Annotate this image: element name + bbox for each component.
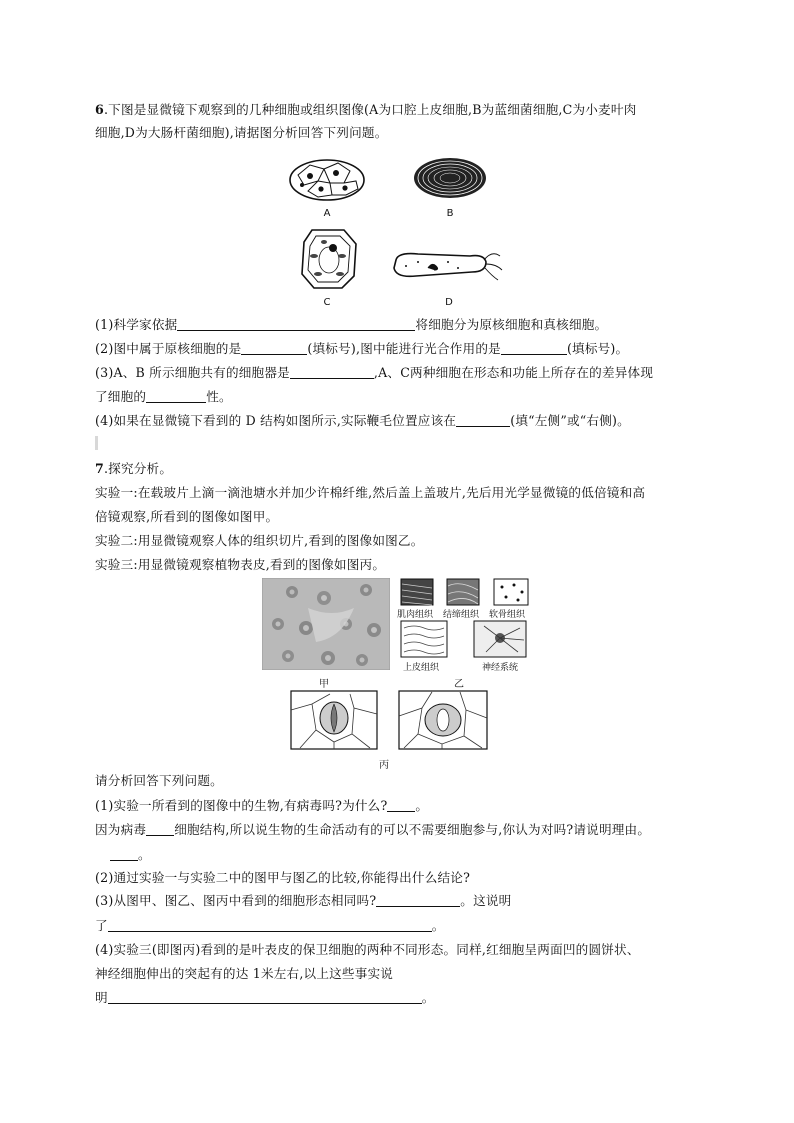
q6-p3-blank-1[interactable] (290, 365, 374, 379)
q6-intro-text: .下图是显微镜下观察到的几种细胞或组织图像(A为口腔上皮细胞,B为蓝细菌细胞,C为小麦叶肉 (103, 102, 637, 117)
q6-p3-text-c: 了细胞的 (95, 389, 147, 404)
figure-d-label: D (445, 297, 453, 308)
q6-part2 (95, 340, 628, 358)
tissue-caption-connective: 结缔组织 (443, 610, 480, 620)
q7-p1-text-d: 细胞结构,所以说生物的生命活动有的可以不需要细胞参与,你认为对吗?请说明理由。 (174, 822, 651, 837)
q7-p1-text-e: 。 (138, 847, 151, 862)
figure-bing-stoma-open (398, 690, 488, 750)
q6-part3-line2 (95, 388, 232, 406)
q7-number: 7 (95, 461, 104, 476)
q7-part4-line1: (4)实验三(即图丙)看到的是叶表皮的保卫细胞的两种不同形态。同样,红细胞呈两面凹的圆饼状、 (95, 942, 640, 957)
q7-p4-text-d: 。 (421, 990, 435, 1005)
figure-a-label: A (323, 208, 331, 219)
q7-p3-text-c: 了 (95, 918, 108, 933)
figure-yi-label: 乙 (454, 679, 464, 690)
q7-exp3: 实验三:用显微镜观察植物表皮,看到的图像如图丙。 (95, 557, 386, 572)
q6-p2-text-c: (填标号)。 (566, 341, 629, 356)
tissue-caption-muscle: 肌肉组织 (397, 610, 434, 620)
q7-part1-line3 (110, 846, 151, 864)
q7-p3-text-b: 。这说明 (460, 893, 512, 908)
q7-p3-blank-1[interactable] (376, 893, 460, 907)
q7-p4-text-c: 明 (95, 990, 108, 1005)
q7-part4-line2: 神经细胞伸出的突起有的达 1米左右,以上这些事实说 (95, 966, 394, 981)
q7-exp1-line1: 实验一:在载玻片上滴一滴池塘水并加少许棉纤维,然后盖上盖玻片,先后用光学显微镜的低倍镜和高 (95, 485, 646, 500)
q7-p3-text-d: 。 (431, 918, 445, 933)
q7-p1-text-c: 因为病毒 (95, 822, 147, 837)
q6-p1-blank[interactable] (177, 317, 415, 331)
q7-p1-blank-1[interactable] (387, 798, 415, 812)
q7-p1-text-a: (1)实验一所看到的图像中的生物,有病毒吗?为什么? (95, 798, 388, 813)
q7-p4-blank[interactable] (108, 990, 422, 1004)
q6-intro-line1 (95, 101, 636, 119)
q6-p2-text-a: (2)图中属于原核细胞的是 (95, 341, 242, 356)
figure-yi-tissues-row1 (400, 578, 530, 606)
figure-d-ecoli (388, 246, 508, 286)
q6-p3-blank-2[interactable] (146, 389, 206, 403)
q7-p1-text-b: 。 (415, 798, 429, 813)
q7-p3-text-a: (3)从图甲、图乙、图丙中看到的细胞形态相同吗? (95, 893, 377, 908)
q6-part4 (95, 412, 630, 430)
figure-c-plant-cell (298, 226, 360, 292)
q6-part3-line1 (95, 364, 653, 382)
q7-part1-line1 (95, 797, 428, 815)
q6-p2-blank-1[interactable] (241, 341, 307, 355)
tissue-caption-cartilage: 软骨组织 (489, 610, 526, 620)
tissue-caption-epithelial: 上皮组织 (403, 663, 440, 673)
q7-part4-line3 (95, 989, 435, 1007)
q6-p4-text-b: (填“左侧”或“右侧)。 (510, 413, 630, 428)
figure-yi-tissues-row2 (400, 620, 530, 658)
q7-part3-line1 (95, 892, 511, 910)
q7-title (95, 460, 172, 478)
q6-p1-text-b: 将细胞分为原核细胞和真核细胞。 (415, 317, 608, 332)
q6-p4-text-a: (4)如果在显微镜下看到的 D 结构如图所示,实际鞭毛位置应该在 (95, 413, 457, 428)
q6-p2-blank-2[interactable] (501, 341, 567, 355)
q6-p3-text-d: 性。 (206, 389, 232, 404)
figure-b-label: B (446, 208, 454, 219)
figure-jia-label: 甲 (319, 679, 329, 690)
figure-a-epithelial-cells (288, 157, 366, 203)
q6-p1-text-a: (1)科学家依据 (95, 317, 178, 332)
q7-p1-blank-2[interactable] (146, 822, 174, 836)
tissue-caption-nervous: 神经系统 (482, 663, 519, 673)
figure-bing-label: 丙 (379, 760, 389, 771)
q6-intro-line2: 细胞,D为大肠杆菌细胞),请据图分析回答下列问题。 (95, 125, 388, 140)
q7-title-text: .探究分析。 (103, 461, 173, 476)
q6-part1 (95, 316, 607, 334)
figure-bing-stoma-closed (290, 690, 378, 750)
q7-exp1-line2: 倍镜观察,所看到的图像如图甲。 (95, 509, 279, 524)
figure-c-label: C (323, 297, 331, 308)
q7-part2: (2)通过实验一与实验二中的图甲与图乙的比较,你能得出什么结论? (95, 870, 471, 885)
q6-p3-text-a: (3)A、B 所示细胞共有的细胞器是 (95, 365, 290, 380)
figure-jia-micrograph (262, 578, 390, 670)
q7-exp2: 实验二:用显微镜观察人体的组织切片,看到的图像如图乙。 (95, 533, 424, 548)
q7-p1-blank-3[interactable] (110, 847, 138, 861)
section-divider-marker (95, 436, 98, 450)
q6-number: 6 (95, 102, 104, 117)
q7-p3-blank-2[interactable] (108, 918, 432, 932)
q7-ask: 请分析回答下列问题。 (95, 773, 223, 788)
q6-p2-text-b: (填标号),图中能进行光合作用的是 (307, 341, 501, 356)
q7-part3-line2 (95, 917, 445, 935)
q6-p3-text-b: ,A、C两种细胞在形态和功能上所存在的差异体现 (373, 365, 654, 380)
q6-p4-blank[interactable] (456, 413, 510, 427)
figure-b-cyanobacterium (412, 156, 488, 200)
q7-part1-line2 (95, 821, 650, 839)
